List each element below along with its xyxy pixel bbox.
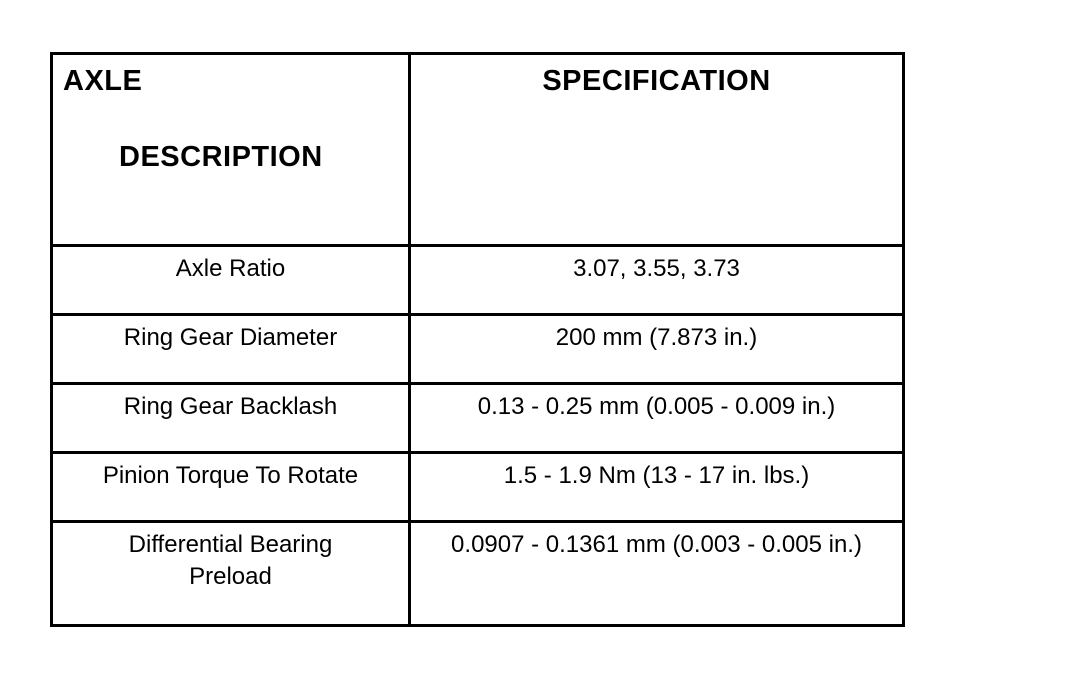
table-row: [52, 246, 904, 315]
description-text: Ring Gear Backlash: [123, 393, 338, 420]
specification-cell: [410, 246, 904, 315]
header-description-cell: [52, 54, 410, 246]
description-cell: [52, 246, 410, 315]
description-cell: [52, 315, 410, 384]
description-cell: [52, 453, 410, 522]
description-text: Ring Gear Diameter: [123, 324, 338, 351]
description-text: Pinion Torque To Rotate: [102, 462, 359, 489]
header-specification-label: SPECIFICATION: [542, 65, 771, 97]
table-header-row: [52, 54, 904, 246]
table-row: [52, 522, 904, 626]
axle-specification-table: [50, 52, 905, 627]
table-row: [52, 315, 904, 384]
specification-text: 0.0907 - 0.1361 mm (0.003 - 0.005 in.): [451, 531, 862, 558]
header-description-label: DESCRIPTION: [119, 141, 323, 173]
description-cell: [52, 522, 410, 626]
specification-cell: [410, 453, 904, 522]
specification-text: 3.07, 3.55, 3.73: [573, 255, 740, 282]
specification-text: 200 mm (7.873 in.): [555, 324, 758, 351]
table-row: [52, 384, 904, 453]
header-specification-cell: [410, 54, 904, 246]
description-text: Axle Ratio: [175, 255, 286, 282]
description-text: Differential Bearing Preload: [128, 531, 333, 590]
description-cell: [52, 384, 410, 453]
table-row: [52, 453, 904, 522]
specification-cell: [410, 384, 904, 453]
specification-cell: [410, 315, 904, 384]
specification-text: 0.13 - 0.25 mm (0.005 - 0.009 in.): [477, 393, 836, 420]
specification-cell: [410, 522, 904, 626]
header-axle-label: AXLE: [63, 65, 143, 97]
specification-text: 1.5 - 1.9 Nm (13 - 17 in. lbs.): [503, 462, 810, 489]
